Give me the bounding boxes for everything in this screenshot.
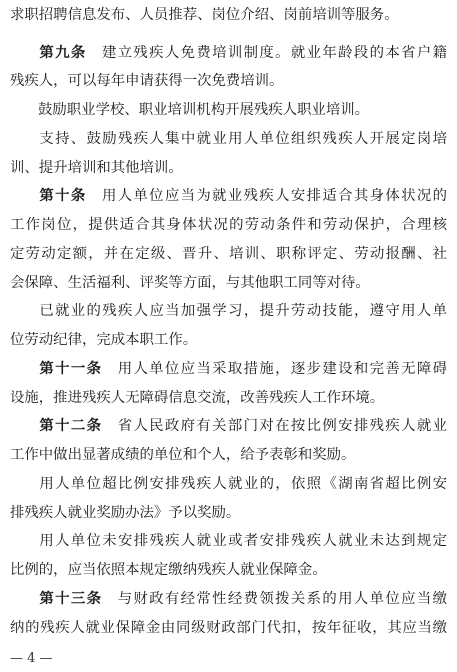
text-line-12: 位劳动纪律，完成本职工作。 [10,332,198,348]
page-number: — 4 — [10,651,53,666]
text-line-8: 工作岗位，提供适合其身体状况的劳动条件和劳动保护，合理核 [10,217,447,233]
article-13-label: 第十三条 [38,590,103,607]
article-12-label: 第十二条 [38,417,103,434]
text-line-22: 纳的残疾人就业保障金由同级财政部门代扣，按年征收，其应当缴 [10,620,447,636]
article-11-heading-line: 第十一条 用人单位应当采取措施，逐步建设和完善无障碍 [38,360,447,377]
text-line-1: 求职招聘信息发布、人员推荐、岗位介绍、岗前培训等服务。 [10,7,399,23]
article-10-heading-line: 第十条 用人单位应当为就业残疾人安排适合其身体状况的 [38,187,447,204]
text-line-17: 用人单位超比例安排残疾人就业的，依照《湖南省超比例安 [38,476,447,492]
article-9-heading-line: 第九条 建立残疾人免费培训制度。就业年龄段的本省户籍 [38,44,447,61]
text-line-9: 定劳动定额，并在定级、晋升、培训、职称评定、劳动报酬、社 [10,246,447,262]
article-9-label: 第九条 [38,44,87,61]
text-line-20: 比例的，应当依照本规定缴纳残疾人就业保障金。 [10,562,327,578]
text-line-3: 残疾人，可以每年申请获得一次免费培训。 [10,73,284,89]
article-10-label: 第十条 [38,187,87,204]
text-line-11: 已就业的残疾人应当加强学习，提升劳动技能，遵守用人单 [38,303,447,319]
text-line-18: 排残疾人就业奖励办法》予以奖励。 [10,505,241,521]
article-12-heading-line: 第十二条 省人民政府有关部门对在按比例安排残疾人就业 [38,417,447,434]
article-11-label: 第十一条 [38,360,103,377]
text-line-4: 鼓励职业学校、职业培训机构开展残疾人职业培训。 [38,102,369,118]
article-13-heading-line: 第十三条 与财政有经常性经费领拨关系的用人单位应当缴 [38,590,447,607]
text-line-6: 训、提升培训和其他培训。 [10,160,183,176]
text-line-14: 设施，推进残疾人无障碍信息交流，改善残疾人工作环境。 [10,390,385,406]
text-line-10: 会保障、生活福利、评奖等方面，与其他职工同等对待。 [10,275,370,291]
text-line-16: 工作中做出显著成绩的单位和个人，给予表彰和奖励。 [10,447,356,463]
text-line-19: 用人单位未安排残疾人就业或者安排残疾人就业未达到规定 [38,533,447,549]
text-line-5: 支持、鼓励残疾人集中就业用人单位组织残疾人开展定岗培 [38,131,447,147]
